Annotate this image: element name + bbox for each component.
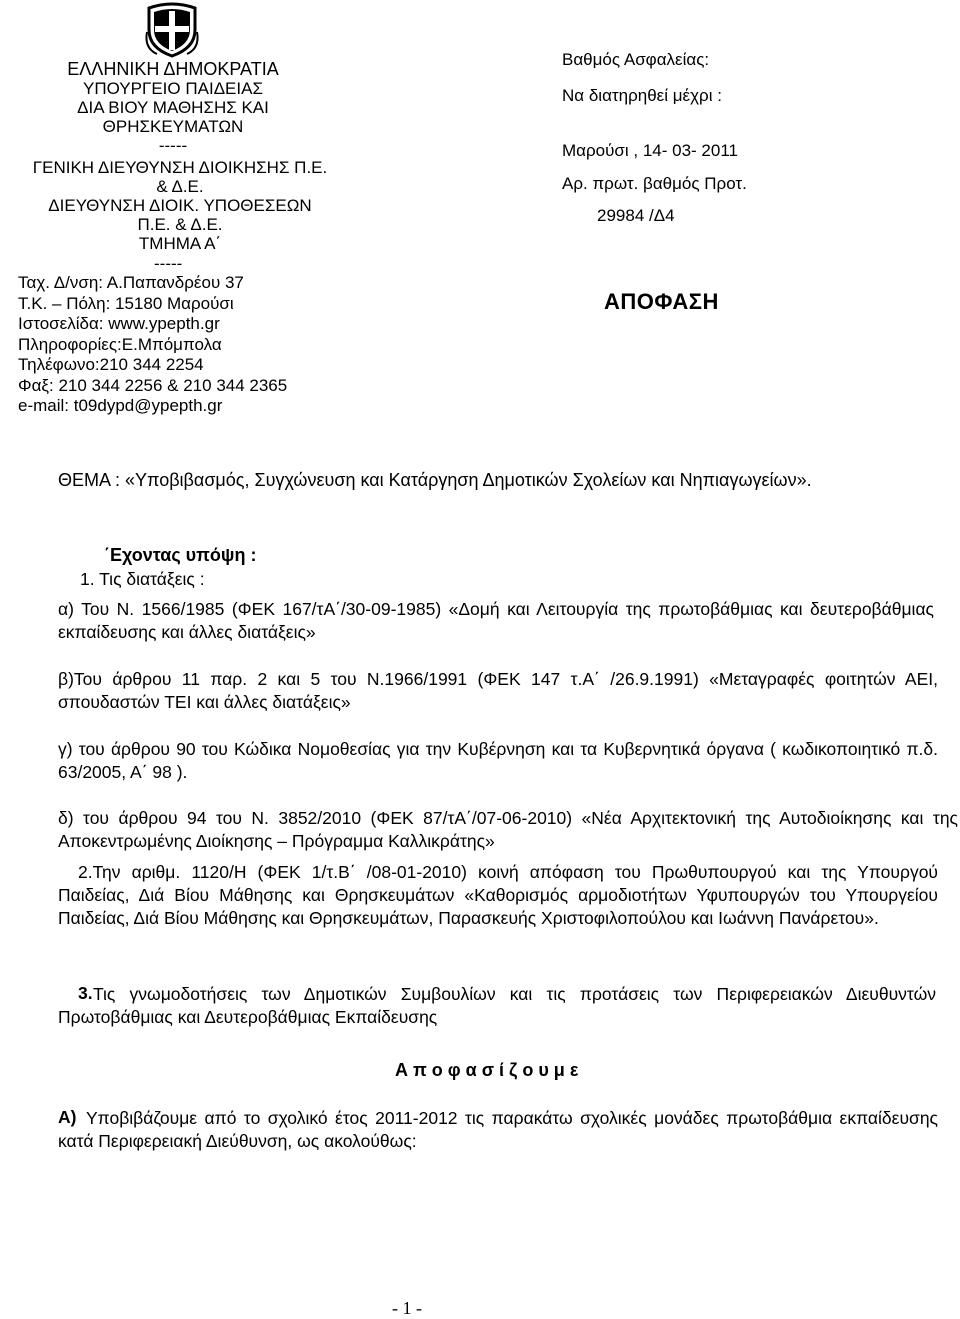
header-line-2: ΥΠΟΥΡΓΕΙΟ ΠΑΙΔΕΙΑΣ [83,79,263,98]
subject-line: ΘΕΜΑ : «Υποβιβασμός, Συγχώνευση και Κατάργηση Δημοτικών Σχολείων και Νηπιαγωγείων». [58,470,812,490]
paragraph-2: 2.Την αριθμ. 1120/Η (ΦΕΚ 1/τ.Β΄ /08-01-2010) κοινή απόφαση του Πρωθυπουργού και της Υπουργού Παιδείας, Διά Βίου Μάθησης και Θρησκευμάτων «Καθορισμός αρμοδιοτήτων Υφυπουργών του Υπουργείου Παιδείας, Διά Βίου Μάθησης και Θρησκευμάτων, Παρασκευής Χριστοφιλοπούλου και Ιωάννη Πανάρετου». [58,862,938,928]
directorate-line-2: ΔΙΕΥΘΥΝΣΗ ΔΙΟΙΚ. ΥΠΟΘΕΣΕΩΝ Π.Ε. & Δ.Ε. [48,196,312,234]
page-number: - 1 - [392,1298,422,1318]
directorate-line-1: ΓΕΝΙΚΗ ΔΙΕΥΘΥΝΣΗ ΔΙΟΙΚΗΣΗΣ Π.Ε. & Δ.Ε. [32,158,328,196]
directorate-line-3: ΤΜΗΜΑ Α΄ [138,234,222,253]
postal-city: Τ.Κ. – Πόλη: 15180 Μαρούσι [18,293,234,313]
paragraph-a: α) Του Ν. 1566/1985 (ΦΕΚ 167/τΑ΄/30-09-1985) «Δομή και Λειτουργία της πρωτοβάθμιας και δευτεροβάθμιας εκπαίδευσης και άλλες διατάξεις» [58,599,934,642]
paragraph-3: Τις γνωμοδοτήσεις των Δημοτικών Συμβουλίων και τις προτάσεις των Περιφερειακών Διευθυντών Πρωτοβάθμιας και Δευτεροβάθμιας Εκπαίδευσης [58,984,936,1027]
considering-heading: ΄Εχοντας υπόψη : [104,545,257,565]
email: e-mail: t09dypd@ypepth.gr [18,396,223,415]
protocol-label: Αρ. πρωτ. βαθμός Προτ. [562,174,747,193]
document-title: ΑΠΟΦΑΣΗ [604,289,719,314]
phone: Τηλέφωνο:210 344 2254 [18,355,204,374]
header-line-1: ΕΛΛΗΝΙΚΗ ΔΗΜΟΚΡΑΤΙΑ [67,59,279,79]
paragraph-b: β)Του άρθρου 11 παρ. 2 και 5 του Ν.1966/1991 (ΦΕΚ 147 τ.Α΄ /26.9.1991) «Μεταγραφές φοιτητών ΑΕΙ, σπουδαστών ΤΕΙ και άλλες διατάξεις» [58,669,938,712]
fax: Φαξ: 210 344 2256 & 210 344 2365 [18,375,288,395]
protocol-number: 29984 /Δ4 [597,206,675,225]
header-line-3: ΔΙΑ ΒΙΟΥ ΜΑΘΗΣΗΣ ΚΑΙ ΘΡΗΣΚΕΥΜΑΤΩΝ [77,98,269,136]
website: Ιστοσελίδα: www.ypepth.gr [18,314,220,333]
paragraph-3-number: 3. [78,983,93,1003]
directorate-block [30,158,330,253]
section-a-label: Α) [58,1107,77,1127]
place-date: Μαρούσι , 14- 03- 2011 [562,141,738,160]
address: Ταχ. Δ/νση: Α.Παπανδρέου 37 [18,273,244,292]
contact-separator: ----- [154,254,183,273]
ministry-block [42,60,304,155]
contact-block [18,273,287,417]
provisions-heading: 1. Τις διατάξεις : [80,569,205,589]
paragraph-d: δ) του άρθρου 94 του Ν. 3852/2010 (ΦΕΚ 87/τΑ΄/07-06-2010) «Νέα Αρχιτεκτονική της Αυτοδιοίκησης και της Αποκεντρωμένης Διοίκησης – Πρόγραμμα Καλλικράτης» [58,808,958,851]
header-separator: ----- [158,136,188,155]
greek-coat-of-arms-icon [143,2,201,58]
decision-heading: Α π ο φ α σ ί ζ ο υ μ ε [395,1060,579,1080]
security-grade: Βαθμός Ασφαλείας: [562,50,710,69]
section-a-text: Υποβιβάζουμε από το σχολικό έτος 2011-2012 τις παρακάτω σχολικές μονάδες πρωτοβάθμια εκπαίδευσης κατά Περιφερειακή Διεύθυνση, ως ακολούθως: [58,1108,938,1151]
paragraph-c: γ) του άρθρου 90 του Κώδικα Νομοθεσίας για την Κυβέρνηση και τα Κυβερνητικά όργανα ( κωδικοποιητικό π.δ. 63/2005, Α΄ 98 ). [58,739,938,782]
kept-until: Να διατηρηθεί μέχρι : [562,86,722,105]
info-contact: Πληροφορίες:Ε.Μπόμπολα [18,334,222,354]
